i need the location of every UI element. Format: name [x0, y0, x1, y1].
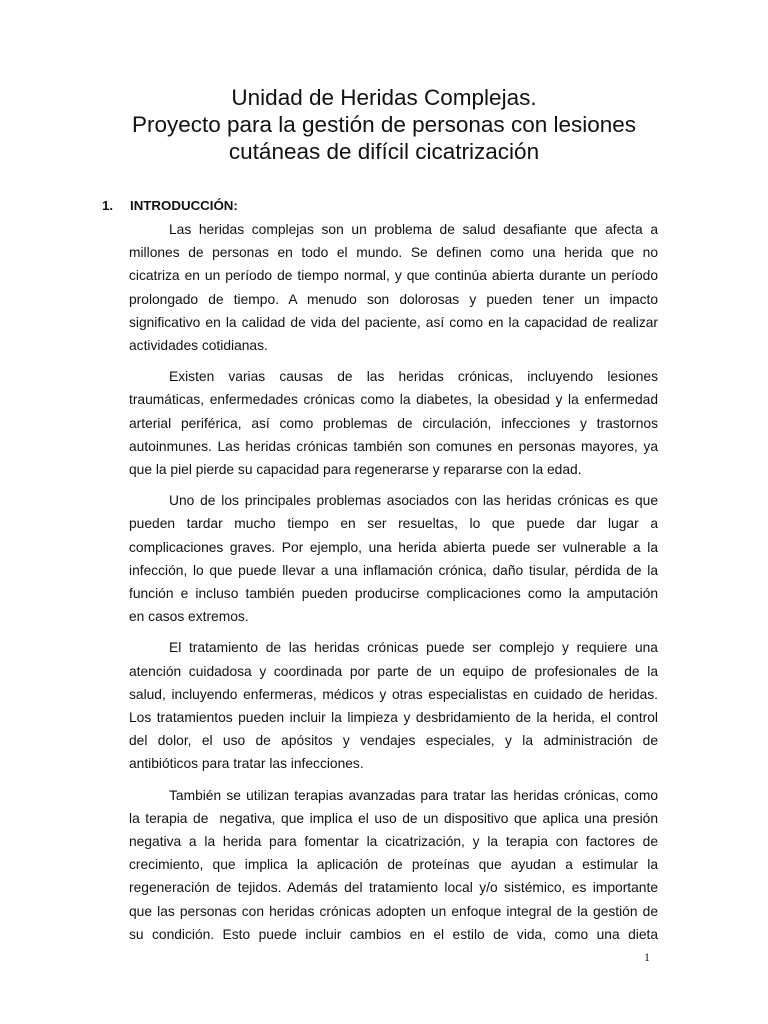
text-line: actividades cotidianas. [129, 338, 268, 354]
text-line: negativa a la herida para fomentar la cicatrización, y la terapia con factores de [129, 834, 658, 850]
text-line: prolongado de tiempo. A menudo son dolorosas y pueden tener un impacto [129, 291, 658, 307]
text-line: antibióticos para tratar las infecciones. [129, 756, 364, 772]
text-line: infección, lo que puede llevar a una inflamación crónica, daño tisular, pérdida de la [129, 562, 658, 578]
text-line: función e incluso también pueden producirse complicaciones como la amputación [129, 586, 658, 602]
text-line: significativo en la calidad de vida del paciente, así como en la capacidad de realizar [129, 314, 658, 330]
text-line: la terapia de negativa, que implica el uso de un dispositivo que aplica una presión [129, 810, 658, 826]
section-title: INTRODUCCIÓN: [130, 198, 238, 213]
paragraph [129, 489, 658, 628]
text-line: También se utilizan terapias avanzadas para tratar las heridas crónicas, como [169, 787, 658, 803]
text-line: cicatriza en un período de tiempo normal, y que continúa abierta durante un período [129, 268, 658, 284]
paragraph [129, 636, 658, 775]
text-line: Existen varias causas de las heridas crónicas, incluyendo lesiones [169, 369, 658, 385]
title-line: Unidad de Heridas Complejas. [231, 85, 537, 110]
text-line: en casos extremos. [129, 609, 249, 625]
text-line: del dolor, el uso de apósitos y vendajes especiales, y la administración de [129, 733, 658, 749]
text-line: complicaciones graves. Por ejemplo, una herida abierta puede ser vulnerable a la [129, 539, 658, 555]
paragraph [129, 218, 658, 357]
text-line: pueden tardar mucho tiempo en ser resueltas, lo que puede dar lugar a [129, 516, 658, 532]
text-line: Los tratamientos pueden incluir la limpieza y desbridamiento de la herida, el control [129, 710, 658, 726]
text-line: El tratamiento de las heridas crónicas puede ser complejo y requiere una [169, 640, 658, 656]
text-line: crecimiento, que implica la aplicación de proteínas que ayudan a estimular la [129, 857, 658, 873]
text-line: traumáticas, enfermedades crónicas como la diabetes, la obesidad y la enfermedad [129, 392, 658, 408]
body-text [129, 218, 658, 946]
section-number: 1. [102, 198, 114, 213]
text-line: su condición. Esto puede incluir cambios en el estilo de vida, como una dieta [129, 926, 658, 942]
title-line: cutáneas de difícil cicatrización [228, 139, 540, 164]
text-line: arterial periférica, así como problemas de circulación, infecciones y trastornos [129, 415, 658, 431]
text-line: autoinmunes. Las heridas crónicas también son comunes en personas mayores, ya [129, 438, 658, 454]
text-line: atención cuidadosa y coordinada por parte de un equipo de profesionales de la [129, 663, 658, 679]
paragraph [129, 365, 658, 481]
text-line: salud, incluyendo enfermeras, médicos y otras especialistas en cuidado de heridas. [129, 686, 658, 702]
text-line: que las personas con heridas crónicas adopten un enfoque integral de la gestión de [129, 903, 658, 919]
paragraph [129, 784, 658, 946]
text-line: millones de personas en todo el mundo. Se definen como una herida que no [129, 245, 658, 261]
text-line: Uno de los principales problemas asociados con las heridas crónicas es que [169, 493, 658, 509]
text-line: Las heridas complejas son un problema de salud desafiante que afecta a [169, 222, 658, 237]
text-line: que la piel pierde su capacidad para regenerarse y repararse con la edad. [129, 462, 582, 478]
title-line: Proyecto para la gestión de personas con lesiones [131, 112, 637, 137]
document-title [60, 84, 708, 165]
page-number: 1 [644, 950, 650, 964]
text-line: regeneración de tejidos. Además del tratamiento local y/o sistémico, es importante [129, 880, 658, 896]
section-heading [102, 198, 238, 214]
